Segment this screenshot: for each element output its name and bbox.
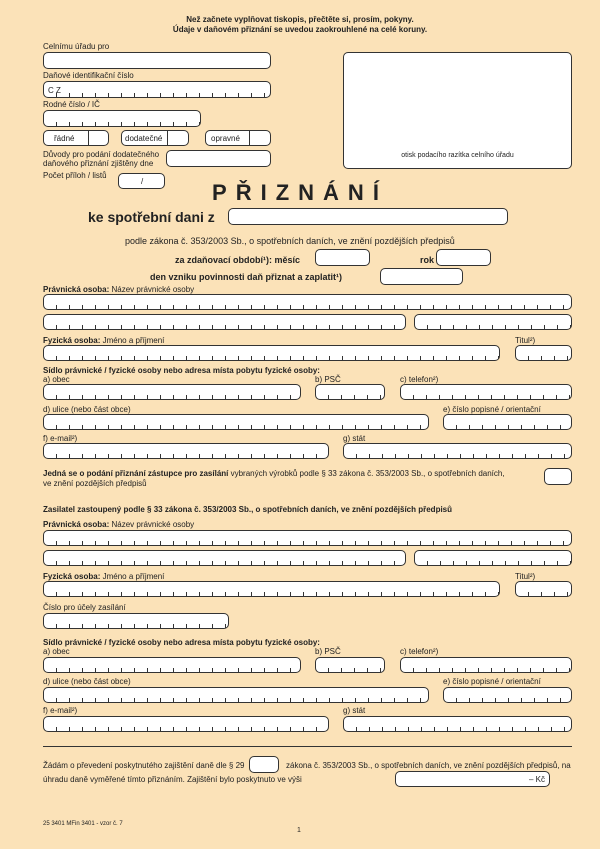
sender-natural-label: Fyzická osoba: Jméno a příjmení: [43, 572, 165, 581]
phone-label: c) telefon²): [400, 375, 439, 384]
city-label: a) obec: [43, 375, 70, 384]
email-input[interactable]: [43, 443, 329, 459]
representative-text-2: ve znění pozdějších předpisů: [43, 479, 147, 488]
sender-natural-input[interactable]: [43, 581, 500, 597]
subtitle: ke spotřební dani z: [88, 209, 215, 225]
dic-prefix: C Z: [48, 86, 61, 95]
sender-zip-input[interactable]: [315, 657, 385, 673]
type-regular-box[interactable]: [43, 130, 109, 146]
state-label: g) stát: [343, 434, 366, 443]
period-year-label: rok: [420, 255, 435, 265]
representative-checkbox[interactable]: [544, 468, 572, 485]
refund-text-1a: Žádám o převedení poskytnutého zajištění daně dle § 29: [43, 761, 245, 770]
legal-name-input-2[interactable]: [43, 314, 406, 330]
street-label: d) ulice (nebo část obce): [43, 405, 131, 414]
type-additional-box[interactable]: [121, 130, 189, 146]
zip-label: b) PSČ: [315, 375, 341, 384]
law-reference: podle zákona č. 353/2003 Sb., o spotřebních daních, ve znění pozdějších předpisů: [125, 236, 455, 246]
natural-name-input[interactable]: [43, 345, 500, 361]
representative-text: Jedná se o podání přiznání zástupce pro zasílání vybraných výrobků podle § 33 zákona č. 353/2003 Sb., o spotřebních daních,: [43, 469, 505, 478]
sender-legal-input-2[interactable]: [43, 550, 406, 566]
reason-label-2: daňového přiznání zjištěny dne: [43, 159, 154, 168]
page-number: 1: [297, 827, 301, 834]
period-year-input[interactable]: [436, 249, 491, 266]
reason-label-1: Důvody pro podání dodatečného: [43, 150, 160, 159]
title-label: Titul²): [515, 336, 536, 345]
sender-state-label: g) stát: [343, 706, 366, 715]
sender-zip-label: b) PSČ: [315, 647, 341, 656]
sender-address-heading: Sídlo právnické / fyzické osoby nebo adresa místa pobytu fyzické osoby:: [43, 638, 320, 647]
sender-house-input[interactable]: [443, 687, 572, 703]
dic-input[interactable]: [43, 81, 271, 98]
address-heading: Sídlo právnické / fyzické osoby nebo adresa místa pobytu fyzické osoby:: [43, 366, 320, 375]
house-input[interactable]: [443, 414, 572, 430]
sender-title-input[interactable]: [515, 581, 572, 597]
rc-label: Rodné číslo / IČ: [43, 100, 100, 109]
dic-label: Daňové identifikační číslo: [43, 71, 134, 80]
attachments-label: Počet příloh / listů: [43, 171, 107, 180]
type-regular-label: řádné: [54, 134, 75, 143]
office-input[interactable]: [43, 52, 271, 69]
type-corrective-box[interactable]: [205, 130, 271, 146]
tax-commodity-input[interactable]: [228, 208, 508, 225]
period-month-label: za zdaňovací období¹): měsíc: [175, 255, 301, 265]
refund-text-2: úhradu daně vyměřené tímto přiznáním. Zajištění bylo poskytnuto ve výši: [43, 775, 302, 784]
stamp-box: [343, 52, 572, 169]
instruction-line-2: Údaje v daňovém přiznání se uvedou zaokrouhlené na celé koruny.: [172, 25, 428, 34]
refund-amount-input[interactable]: [395, 771, 550, 787]
state-input[interactable]: [343, 443, 572, 459]
shipping-number-input[interactable]: [43, 613, 229, 629]
type-additional-label: dodatečné: [125, 134, 163, 143]
sender-phone-label: c) telefon²): [400, 647, 439, 656]
refund-text-1b: zákona č. 353/2003 Sb., o spotřebních daních, ve znění pozdějších předpisů, na: [286, 761, 571, 770]
city-input[interactable]: [43, 384, 301, 400]
sender-state-input[interactable]: [343, 716, 572, 732]
refund-paragraph-input[interactable]: [249, 756, 279, 773]
street-input[interactable]: [43, 414, 429, 430]
title-input[interactable]: [515, 345, 572, 361]
phone-input[interactable]: [400, 384, 572, 400]
email-label: f) e-mail²): [43, 434, 78, 443]
sender-legal-input-1[interactable]: [43, 530, 572, 546]
type-corrective-label: opravné: [211, 134, 240, 143]
sender-heading: Zasilatel zastoupený podle § 33 zákona č. 353/2003 Sb., o spotřebních daních, ve znění pozdějších předpisů: [43, 505, 453, 514]
office-label: Celnímu úřadu pro: [43, 42, 110, 51]
due-label: den vzniku povinnosti daň přiznat a zaplatit¹): [150, 272, 343, 282]
instruction-line-1: Než začnete vyplňovat tiskopis, přečtěte si, prosím, pokyny.: [186, 15, 414, 24]
sender-house-label: e) číslo popisné / orientační: [443, 677, 541, 686]
sender-street-label: d) ulice (nebo část obce): [43, 677, 131, 686]
sender-city-label: a) obec: [43, 647, 70, 656]
reason-date-input[interactable]: [166, 150, 271, 167]
shipping-number-label: Číslo pro účely zasílání: [43, 603, 126, 612]
legal-name-input-1[interactable]: [43, 294, 572, 310]
page-title: PŘIZNÁNÍ: [212, 180, 388, 205]
section-divider: [43, 746, 572, 747]
sender-phone-input[interactable]: [400, 657, 572, 673]
zip-input[interactable]: [315, 384, 385, 400]
currency-suffix: – Kč: [528, 775, 545, 784]
sender-street-input[interactable]: [43, 687, 429, 703]
due-date-input[interactable]: [380, 268, 463, 285]
natural-person-label: Fyzická osoba: Jméno a příjmení: [43, 336, 165, 345]
sender-title-label: Titul²): [515, 572, 536, 581]
period-month-input[interactable]: [315, 249, 370, 266]
sender-legal-label: Právnická osoba: Název právnické osoby: [43, 520, 195, 529]
sender-city-input[interactable]: [43, 657, 301, 673]
rc-input[interactable]: [43, 110, 201, 127]
sender-email-label: f) e-mail²): [43, 706, 78, 715]
sender-legal-input-3[interactable]: [414, 550, 572, 566]
legal-name-input-3[interactable]: [414, 314, 572, 330]
attachments-sep: /: [141, 177, 144, 186]
stamp-caption: otisk podacího razítka celního úřadu: [401, 152, 514, 159]
legal-person-label: Právnická osoba: Název právnické osoby: [43, 285, 195, 294]
form-code: 25 3401 MFin 3401 - vzor č. 7: [43, 821, 123, 827]
house-label: e) číslo popisné / orientační: [443, 405, 541, 414]
sender-email-input[interactable]: [43, 716, 329, 732]
